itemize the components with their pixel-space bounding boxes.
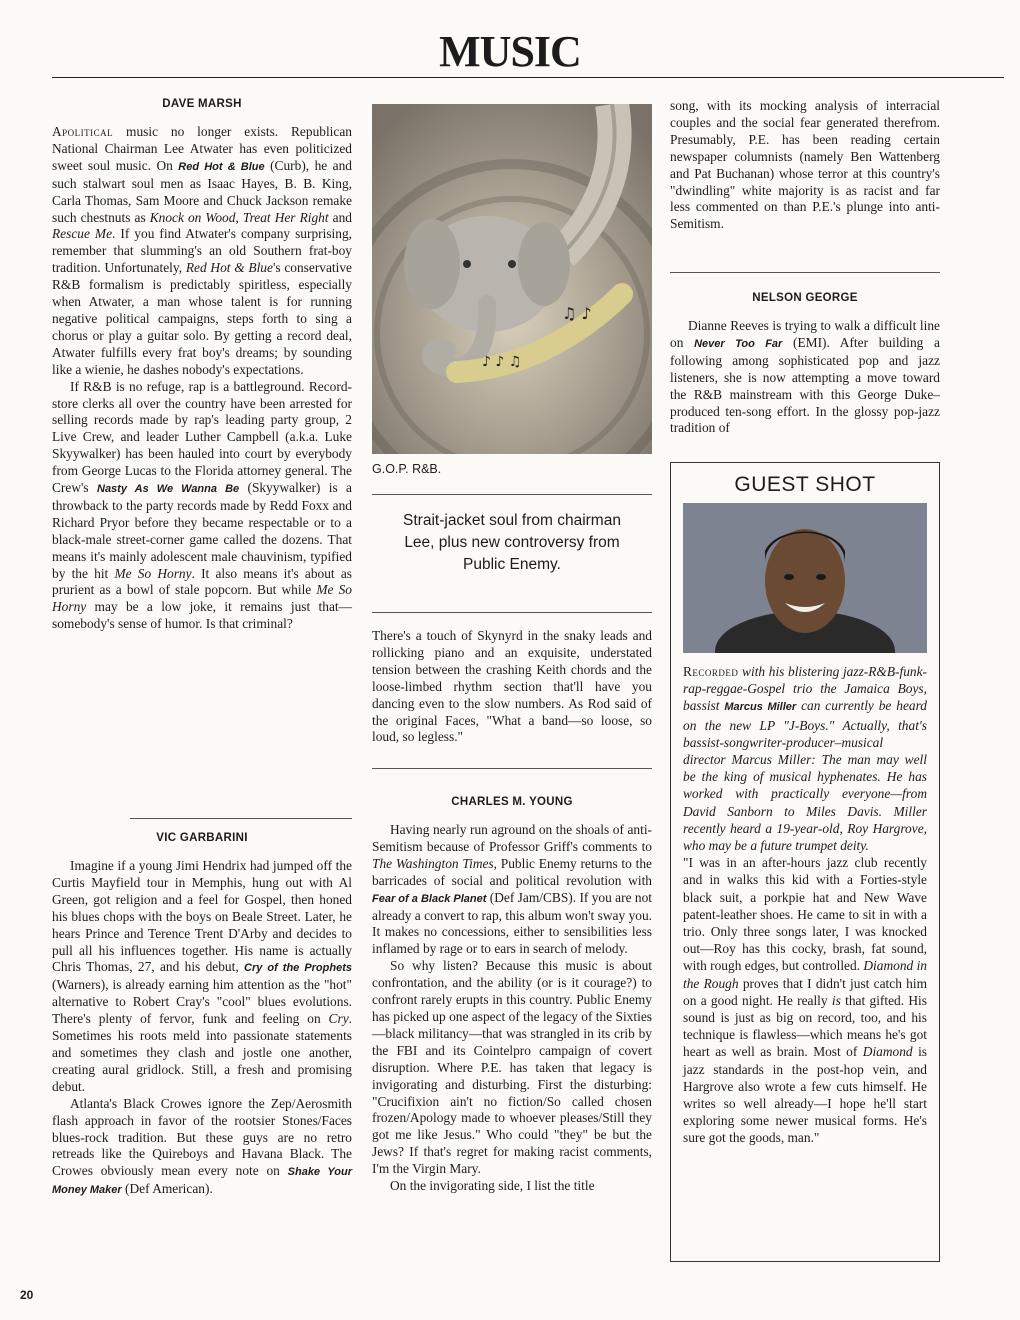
- young-paragraph-3: On the invigorating side, I list the title: [390, 1178, 595, 1194]
- pull-quote-rule-bottom: [372, 612, 652, 613]
- byline-charles-m-young: CHARLES M. YOUNG: [451, 796, 573, 808]
- column-3b: [670, 292, 940, 437]
- column-2-divider: [372, 768, 652, 769]
- guest-shot-title: GUEST SHOT: [734, 473, 876, 496]
- pull-quote: Strait-jacket soul from chairman Lee, plus new controversy from Public Enemy.: [403, 512, 621, 573]
- marsh-paragraph-1: Apolitical music no longer exists. Republican National Chairman Lee Atwater has even politicized sweet soul music. On Red Hot & Blue (Curb), he and such stalwart soul men as Isaac Hayes, B. B. King, Carla Thomas, Sam Moore and Chuck Jackson remake such chestnuts as Knock on Wood, Treat Her Right and Rescue Me. If you find Atwater's company surprising, remember that slumming's an old Southern frat-boy tradition. Unfortunately, Red Hot & Blue's conservative R&B formalism is predictably spiritless, especially when Atwater, a man whose talent is for running negative political campaigns, steps forth to sing a chorus or play a guitar solo. By getting a record deal, Atwater fulfills every frat boy's dreams; by sounding like a wienie, he dashes nobody's expectations.: [52, 124, 352, 377]
- column-2b: [372, 796, 652, 1195]
- column-1-divider: [130, 818, 352, 819]
- garbarini-paragraph-1: Imagine if a young Jimi Hendrix had jumped off the Curtis Mayfield tour in Memphis, hung out with Al Green, got religion and a feel for Gospel, then honed his blues chops with the boys on Beale Street. Later, he hears Prince and Terence Trent D'Arby and decides to pull all his influences together. His name is actually Chris Thomas, 27, and his debut, Cry of the Prophets (Warners), is already earning him attention as the "hot" alternative to Robert Cray's "cool" blues evolutions. There's plenty of fervor, funk and feeling on Cry. Sometimes his roots meld into passionate statements and sometimes they clash and jostle one another, creating aural gridlock. Still, a fresh and promising debut.: [52, 858, 352, 1094]
- young-paragraph-2: So why listen? Because this music is about confrontation, and the ability (or is it courage?) to confront rarely erupts in this country. Public Enemy has picked up one aspect of the legacy of the Sixties—black militancy—that was strangled in its crib by the FBI and its Cointelpro campaign of covert disruption. Where P.E. has taken that legacy is invigorating and disturbing. First the disturbing: "Crucifixion ain't no fiction/So called chosen frozen/Apology made to whoever pleases/Still they got me like Jesus." Who could "they" be but the Jews? If that's regret for making racist comments, I'm the Virgin Mary.: [372, 958, 652, 1177]
- guest-shot-box: [670, 462, 940, 1262]
- column-2: [372, 628, 652, 746]
- elephant-saxophone-illustration: [372, 104, 652, 454]
- young-continuation: song, with its mocking analysis of interracial couples and the social fear generated therefrom. Presumably, P.E. has been reading certain newspaper columnists (namely Ben Wattenberg and Pat Buchanan) whose terror at this country's "dwindling" white majority is as racist and far less commented on than P.E.'s plunge into anti-Semitism.: [670, 98, 940, 232]
- young-paragraph-1: Having nearly run aground on the shoals of anti-Semitism because of Professor Griff's comments to The Washington Times, Public Enemy returns to the barricades of social and political revolution with Fear of a Black Planet (Def Jam/CBS). If you are not already a convert to rap, this album won't sway you. It makes no concessions, either to sensibilities less inflamed by rage or to ears in search of melody.: [372, 822, 652, 957]
- svg-text:♪ ♪ ♫: ♪ ♪ ♫: [482, 354, 522, 370]
- header-rule: [52, 77, 1004, 78]
- marsh-paragraph-2: If R&B is no refuge, rap is a battleground. Record-store clerks all over the country have been arrested for selling records made by rap's leading party group, 2 Live Crew, and leader Luther Campbell (a.k.a. Luke Skyywalker) has been hauled into court by everybody from George Lucas to the Florida attorney general. The Crew's Nasty As We Wanna Be (Skyywalker) is a throwback to the party records made by Redd Foxx and Richard Pryor before they became respectable or to a black-male street-corner game called the dozens. That means it's mainly adolescent male chauvinism, typified by the hit Me So Horny. It also means it's about as prurient as a bowl of stale popcorn. But while Me So Horny may be a low joke, it remains just that—somebody's sense of humor. Is that criminal?: [52, 378, 352, 632]
- illustration-caption: G.O.P. R&B.: [372, 462, 442, 476]
- garbarini-paragraph-2: Atlanta's Black Crowes ignore the Zep/Aerosmith flash approach in favor of the rootsier Stones/Faces blues-rock tradition. But these guys are no retro retreads like the Quireboys and Havana Black. The Crowes obviously mean every note on Shake Your Money Maker (Def American).: [52, 1095, 352, 1197]
- column-3-divider: [670, 272, 940, 273]
- pull-quote-rule-top: [372, 494, 652, 495]
- svg-text:♫ ♪: ♫ ♪: [562, 304, 592, 323]
- byline-vic-garbarini: VIC GARBARINI: [156, 832, 248, 844]
- byline-nelson-george: NELSON GEORGE: [752, 292, 858, 304]
- section-title: MUSIC: [439, 27, 581, 76]
- page-number: 20: [20, 1288, 34, 1302]
- marcus-miller-photo: [683, 503, 927, 653]
- column-1: [52, 98, 352, 633]
- guest-shot-quote: "I was in an after-hours jazz club recently and in walks this kid with a Forties-style black suit, a porkpie hat and New Wave patent-leather shoes. He came to sit in with a trio. Only three songs later, I was knocked out—Roy has this cocky, brash, fat sound, with rough edges, but controlled. Diamond in the Rough proves that I didn't just catch him on a good night. He really is that gifted. His sound is just as big on record, too, and his technique is flawless—which means he's got heart as well as brain. Most of Diamond is jazz standards in the post-hop vein, and Hargrove also wrote a few cuts himself. He writes so well already—I hope he'll start exploring some newer musical forms. He's sure got the goods, man.": [683, 855, 927, 1146]
- column-1b: [52, 832, 352, 1199]
- guest-shot-intro: Recorded with his blistering jazz-R&B-funk-rap-reggae-Gospel trio the Jamaica Boys, bassist Marcus Miller can currently be heard on the new LP "J-Boys." Actually, that's bassist-songwriter-producer–musical director Marcus Miller: The man may well be the king of musical hyphenates. He has worked with practically everyone—from David Sanborn to Miles Davis. Miller recently heard a 19-year-old, Roy Hargrove, who may be a future trumpet deity.: [683, 664, 927, 854]
- garbarini-continuation: There's a touch of Skynyrd in the snaky leads and rollicking piano and an exquisite, understated tension between the crashing Keith chords and the loose-limbed rhythm section that'll have you dancing even to the slow numbers. As Rod said of the original Faces, "What a band—so loose, so loud, so legless.": [372, 628, 652, 745]
- column-3: [670, 98, 940, 233]
- byline-dave-marsh: DAVE MARSH: [162, 98, 242, 110]
- george-paragraph-1: Dianne Reeves is trying to walk a difficult line on Never Too Far (EMI). After building a following among sophisticated pop and jazz listeners, she is now attempting a move toward the R&B mainstream with this George Duke–produced ten-song effort. In the glossy pop-jazz tradition of: [670, 318, 941, 436]
